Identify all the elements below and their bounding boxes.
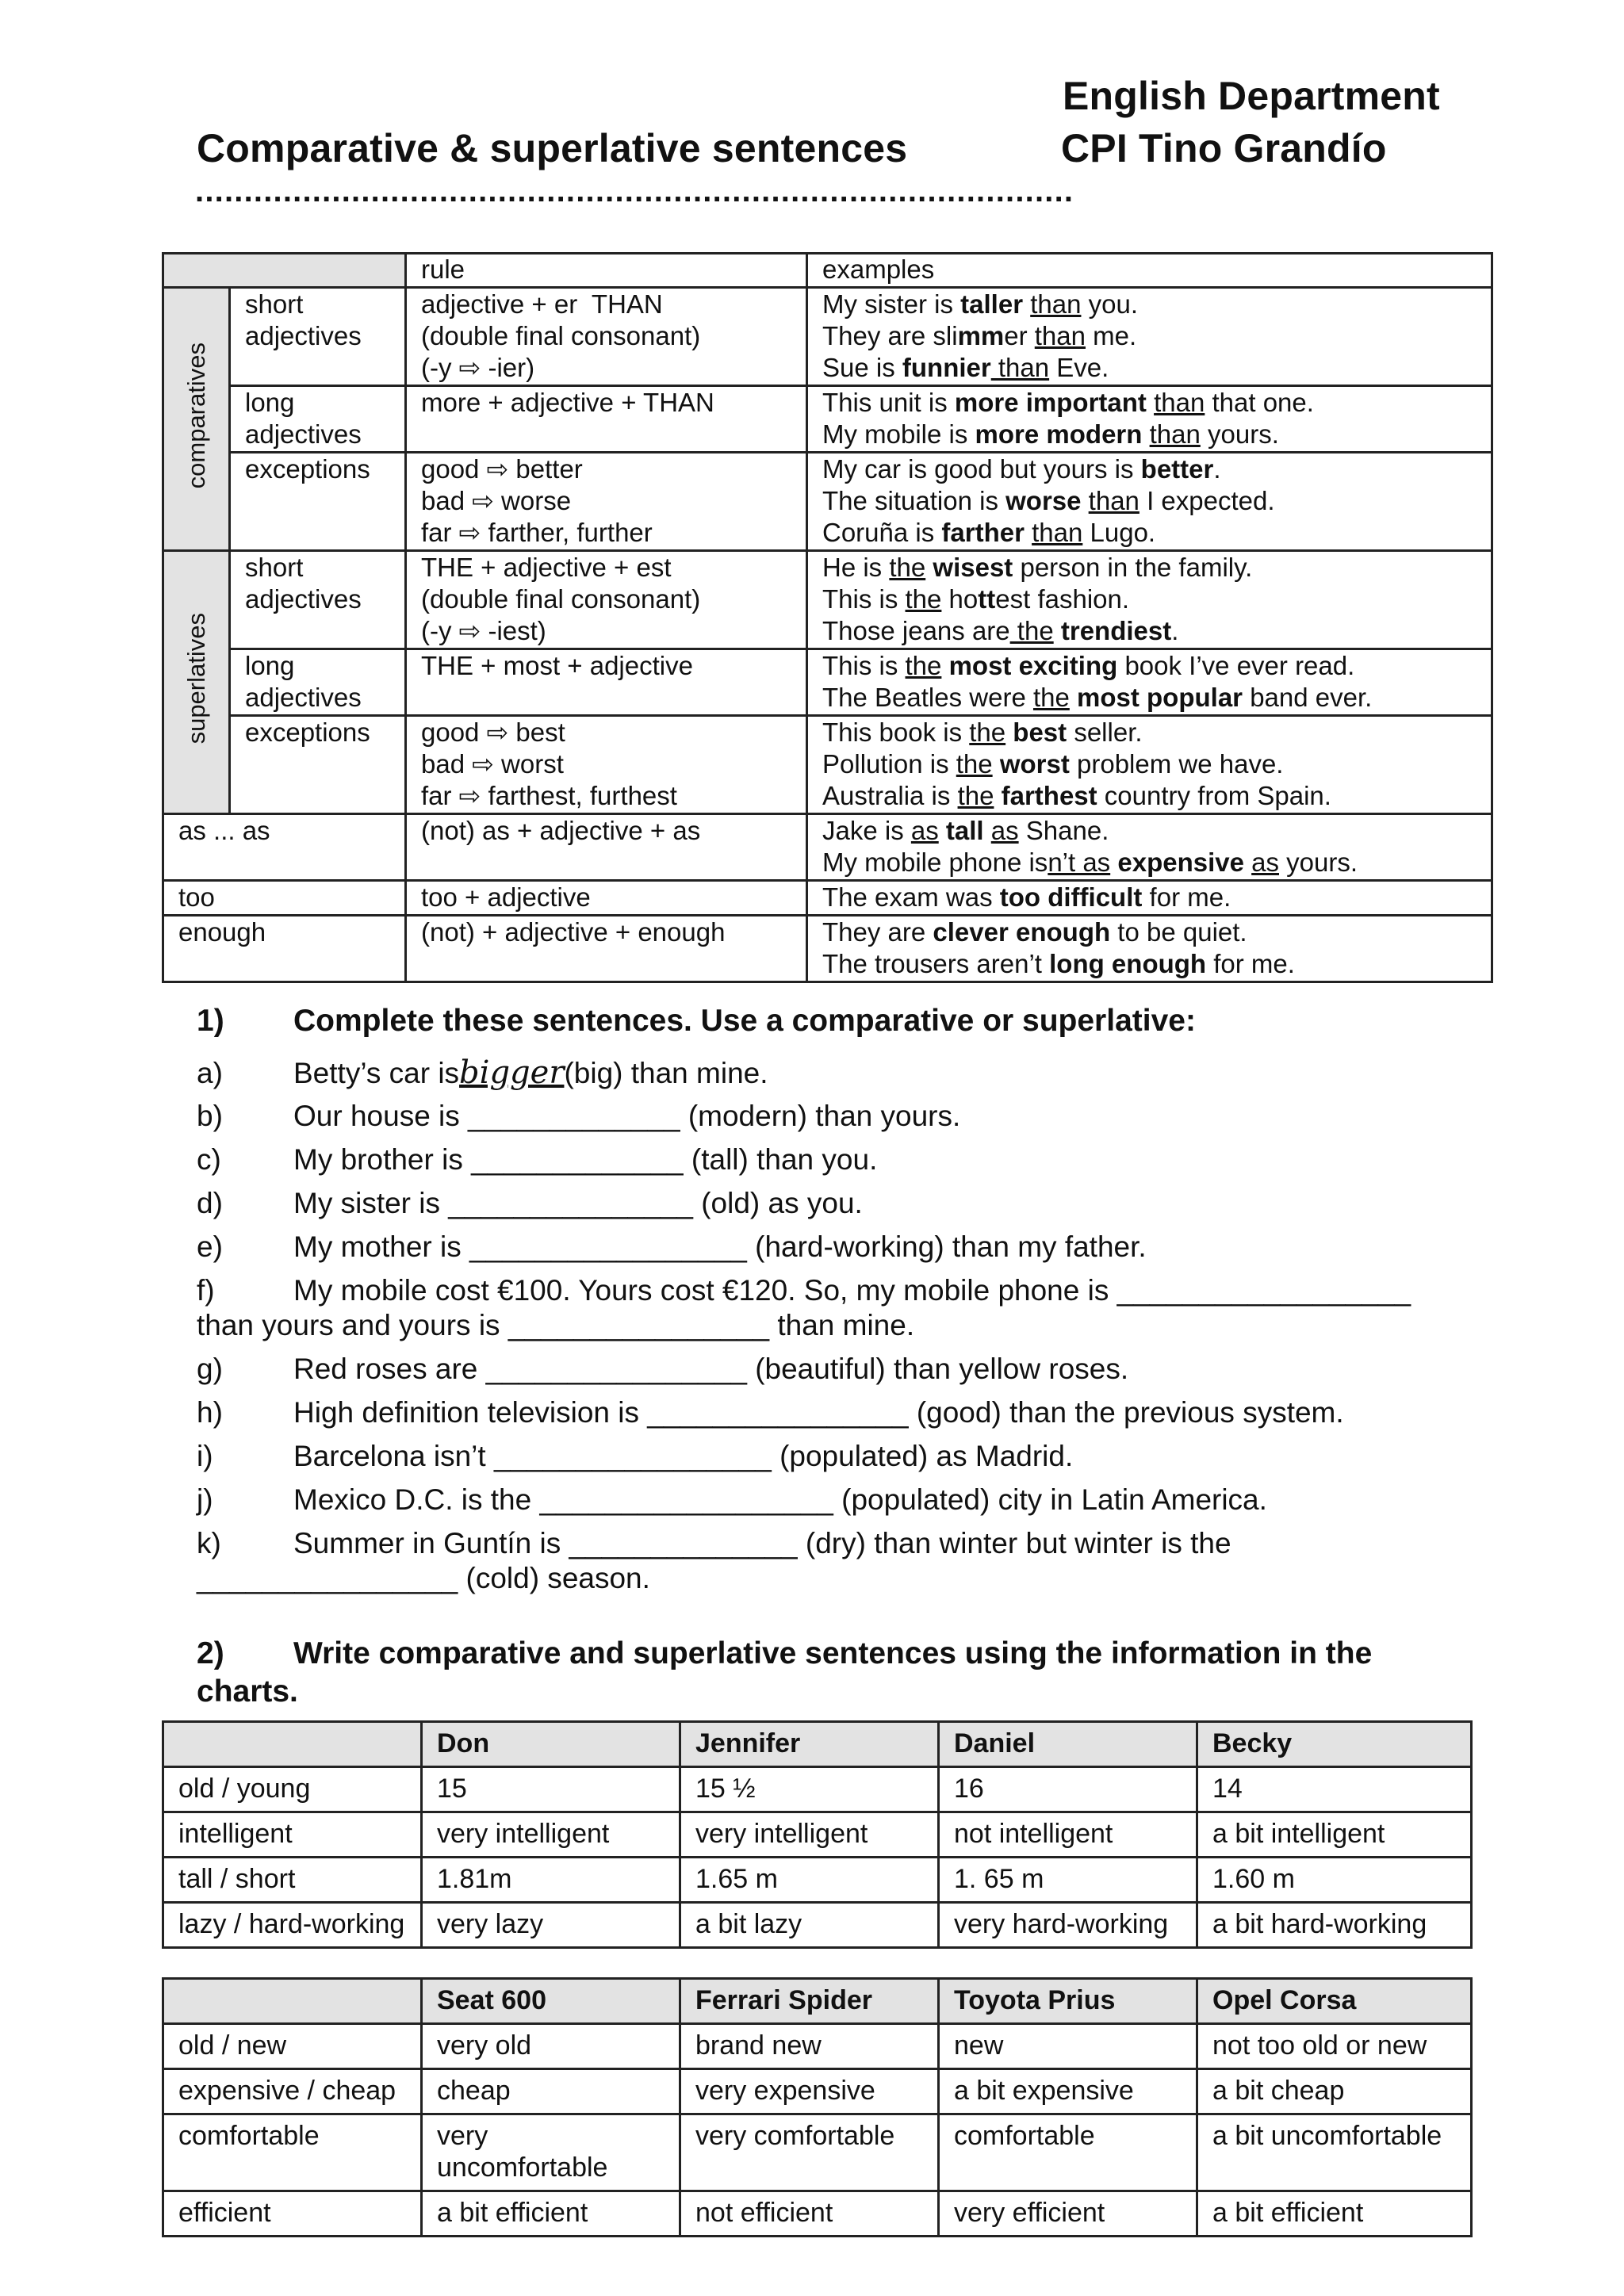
people-chart-table: [162, 1720, 1473, 1949]
table-cell: not efficient: [680, 2191, 939, 2237]
row-label: enough: [163, 916, 406, 982]
examples-cell: This unit is more important than that one. My mobile is more modern than yours.: [807, 386, 1492, 453]
cars-chart-table: [162, 1977, 1473, 2237]
table-cell: efficient: [163, 2191, 422, 2237]
exercise-item: f) My mobile cost €100. Yours cost €120. So, my mobile phone is __________________: [197, 1274, 1411, 1307]
row-label: exceptions: [230, 716, 406, 814]
group-label-superlatives: superlatives: [163, 551, 230, 814]
header-cell: [163, 1979, 422, 2024]
exercise-item: c) My brother is _____________ (tall) than you.: [197, 1143, 878, 1176]
exercise-item: g) Red roses are ________________ (beautiful) than yellow roses.: [197, 1353, 1129, 1385]
table-row: [163, 453, 1492, 551]
table-cell: old / new: [163, 2024, 422, 2069]
table-row: [163, 2069, 1472, 2114]
rule-cell: good ⇨ best bad ⇨ worst far ⇨ farthest, furthest: [406, 716, 807, 814]
dotted-divider: ..........................................................................................: [195, 181, 1074, 201]
table-cell: cheap: [422, 2069, 680, 2114]
table-row: [163, 2114, 1472, 2191]
examples-cell: Jake is as tall as Shane. My mobile phone isn’t as expensive as yours.: [807, 814, 1492, 881]
header-cell: Don: [422, 1722, 680, 1767]
rule-cell: more + adjective + THAN: [406, 386, 807, 453]
exercise-item: j) Mexico D.C. is the __________________ (populated) city in Latin America.: [197, 1483, 1267, 1516]
table-row: [163, 716, 1492, 814]
table-row: [163, 551, 1492, 649]
table-cell: very lazy: [422, 1903, 680, 1948]
table-row: [163, 1812, 1472, 1858]
rule-cell: (not) + adjective + enough: [406, 916, 807, 982]
exercise-item: i) Barcelona isn’t _________________ (populated) as Madrid.: [197, 1440, 1074, 1472]
table-cell: a bit efficient: [422, 2191, 680, 2237]
table-cell: very efficient: [939, 2191, 1197, 2237]
table-row: [163, 916, 1492, 982]
header-cell: Becky: [1197, 1722, 1472, 1767]
exercise-item: d) My sister is _______________ (old) as you.: [197, 1187, 863, 1219]
header-rule: rule: [406, 254, 807, 288]
row-label: long adjectives: [230, 649, 406, 716]
group-label-comparatives: comparatives: [163, 288, 230, 551]
header-examples: examples: [807, 254, 1492, 288]
table-row: [163, 649, 1492, 716]
table-cell: a bit expensive: [939, 2069, 1197, 2114]
exercise-1-heading: 1) Complete these sentences. Use a comparative or superlative:: [197, 1004, 1196, 1038]
examples-cell: This is the most exciting book I’ve ever read. The Beatles were the most popular band ever.: [807, 649, 1492, 716]
rule-cell: good ⇨ better bad ⇨ worse far ⇨ farther, further: [406, 453, 807, 551]
table-cell: a bit intelligent: [1197, 1812, 1472, 1858]
header-cell: Ferrari Spider: [680, 1979, 939, 2024]
header-cell: Toyota Prius: [939, 1979, 1197, 2024]
rule-cell: THE + most + adjective: [406, 649, 807, 716]
table-cell: 14: [1197, 1767, 1472, 1812]
table-cell: comfortable: [163, 2114, 422, 2191]
table-cell: very intelligent: [680, 1812, 939, 1858]
table-cell: very expensive: [680, 2069, 939, 2114]
row-label: too: [163, 881, 406, 916]
department-heading: English Department: [1063, 74, 1440, 118]
exercise-item: a) Betty’s car isbigger(big) than mine.: [197, 1054, 768, 1091]
table-row: [163, 1767, 1472, 1812]
page-title: Comparative & superlative sentences: [197, 126, 908, 170]
table-cell: very uncomfortable: [422, 2114, 680, 2191]
school-name: CPI Tino Grandío: [1061, 126, 1387, 170]
table-cell: 1.81m: [422, 1858, 680, 1903]
table-row: [163, 386, 1492, 453]
table-row: [163, 1903, 1472, 1948]
table-row: [163, 2191, 1472, 2237]
rule-cell: (not) as + adjective + as: [406, 814, 807, 881]
table-header-row: [163, 254, 1492, 288]
handwritten-answer[interactable]: bigger: [459, 1054, 565, 1091]
header-cell: [163, 1722, 422, 1767]
table-cell: comfortable: [939, 2114, 1197, 2191]
rule-cell: adjective + er THAN (double final consonant) (-y ⇨ -ier): [406, 288, 807, 386]
table-cell: 1.65 m: [680, 1858, 939, 1903]
table-row: [163, 1858, 1472, 1903]
table-cell: intelligent: [163, 1812, 422, 1858]
exercise-item: b) Our house is _____________ (modern) than yours.: [197, 1100, 961, 1132]
table-cell: 16: [939, 1767, 1197, 1812]
table-row: [163, 814, 1492, 881]
table-row: [163, 881, 1492, 916]
rule-cell: too + adjective: [406, 881, 807, 916]
table-cell: not too old or new: [1197, 2024, 1472, 2069]
table-cell: a bit uncomfortable: [1197, 2114, 1472, 2191]
exercise-item: e) My mother is _________________ (hard-working) than my father.: [197, 1230, 1147, 1263]
table-cell: 15: [422, 1767, 680, 1812]
table-cell: 1. 65 m: [939, 1858, 1197, 1903]
table-cell: not intelligent: [939, 1812, 1197, 1858]
row-label: exceptions: [230, 453, 406, 551]
header-blank-cell: [163, 254, 406, 288]
examples-cell: The exam was too difficult for me.: [807, 881, 1492, 916]
row-label: short adjectives: [230, 551, 406, 649]
row-label: as ... as: [163, 814, 406, 881]
header-cell: Daniel: [939, 1722, 1197, 1767]
table-row: [163, 2024, 1472, 2069]
header-cell: Jennifer: [680, 1722, 939, 1767]
table-cell: a bit hard-working: [1197, 1903, 1472, 1948]
examples-cell: This book is the best seller. Pollution is the worst problem we have. Australia is the farthest country from Spain.: [807, 716, 1492, 814]
examples-cell: My sister is taller than you. They are slimmer than me. Sue is funnier than Eve.: [807, 288, 1492, 386]
exercise-item-continuation: than yours and yours is ________________ than mine.: [197, 1309, 915, 1341]
header-cell: Opel Corsa: [1197, 1979, 1472, 2024]
table-cell: new: [939, 2024, 1197, 2069]
row-label: short adjectives: [230, 288, 406, 386]
exercise-2-heading: 2) Write comparative and superlative sentences using the information in the charts.: [197, 1636, 1373, 1709]
table-cell: tall / short: [163, 1858, 422, 1903]
table-row: [163, 288, 1492, 386]
exercise-item-continuation: ________________ (cold) season.: [197, 1562, 650, 1594]
header-cell: Seat 600: [422, 1979, 680, 2024]
examples-cell: My car is good but yours is better. The situation is worse than I expected. Coruña is farther than Lugo.: [807, 453, 1492, 551]
table-cell: a bit cheap: [1197, 2069, 1472, 2114]
grammar-reference-table: [162, 252, 1493, 983]
table-header-row: [163, 1979, 1472, 2024]
table-cell: brand new: [680, 2024, 939, 2069]
examples-cell: They are clever enough to be quiet. The trousers aren’t long enough for me.: [807, 916, 1492, 982]
rule-cell: THE + adjective + est (double final consonant) (-y ⇨ -iest): [406, 551, 807, 649]
exercise-item: k) Summer in Guntín is ______________ (dry) than winter but winter is the: [197, 1527, 1231, 1559]
table-header-row: [163, 1722, 1472, 1767]
table-cell: 15 ½: [680, 1767, 939, 1812]
table-cell: very old: [422, 2024, 680, 2069]
table-cell: very comfortable: [680, 2114, 939, 2191]
table-cell: a bit efficient: [1197, 2191, 1472, 2237]
table-cell: old / young: [163, 1767, 422, 1812]
table-cell: expensive / cheap: [163, 2069, 422, 2114]
table-cell: a bit lazy: [680, 1903, 939, 1948]
table-cell: very hard-working: [939, 1903, 1197, 1948]
examples-cell: He is the wisest person in the family. This is the hottest fashion. Those jeans are the trendiest.: [807, 551, 1492, 649]
table-cell: 1.60 m: [1197, 1858, 1472, 1903]
table-cell: lazy / hard-working: [163, 1903, 422, 1948]
exercise-item: h) High definition television is ________________ (good) than the previous system.: [197, 1396, 1344, 1429]
row-label: long adjectives: [230, 386, 406, 453]
table-cell: very intelligent: [422, 1812, 680, 1858]
